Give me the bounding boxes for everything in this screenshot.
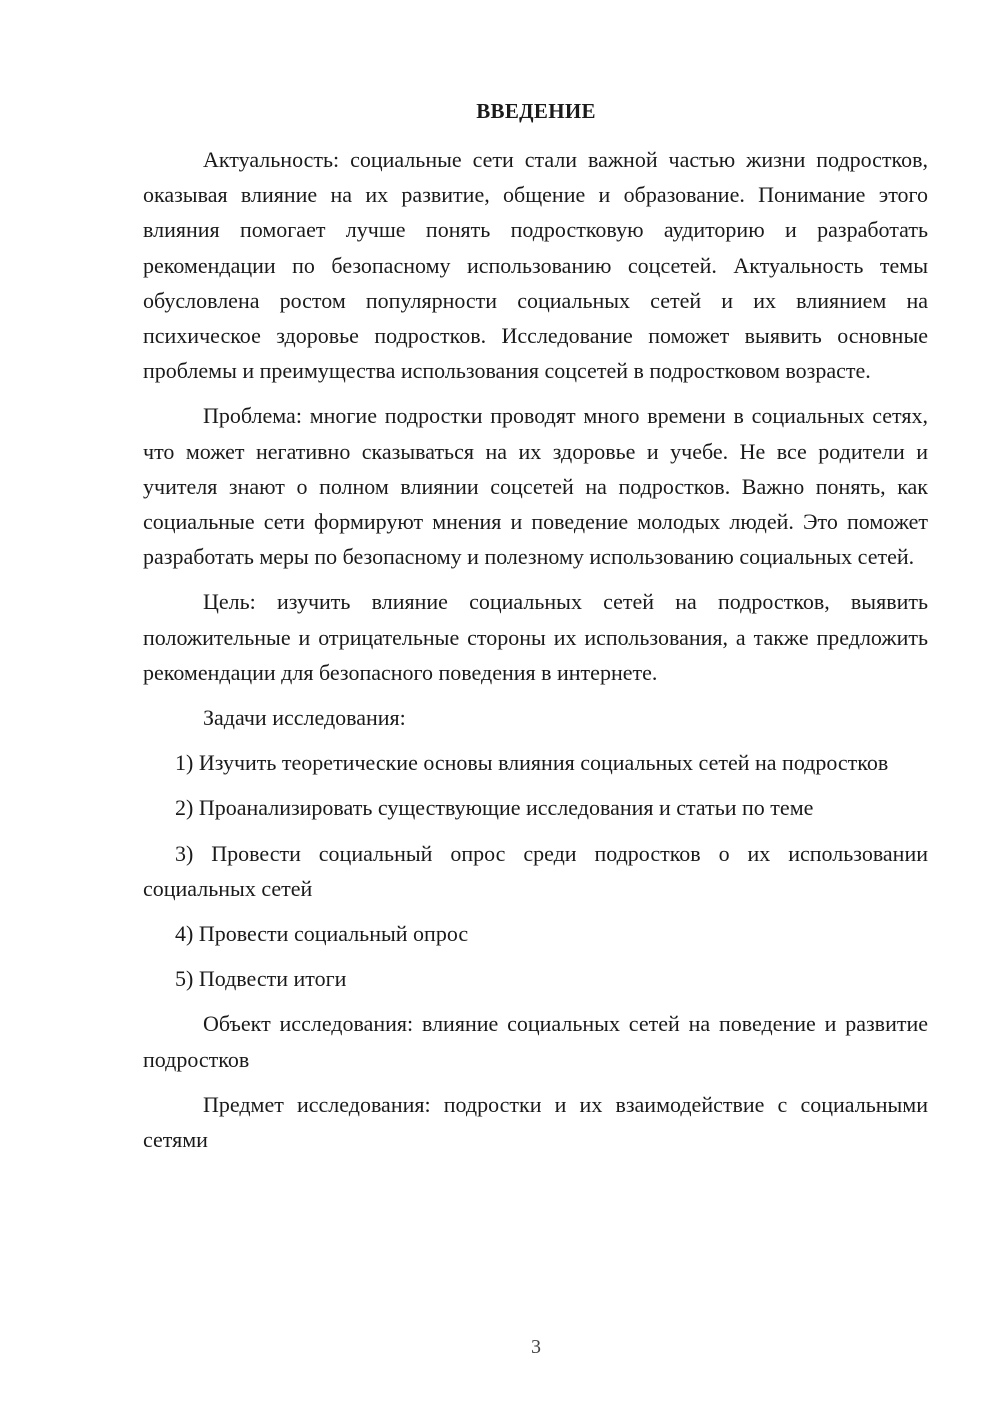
body-text xyxy=(143,142,928,1167)
paragraph-object: Объект исследования: влияние социальных сетей на поведение и развитие подростков xyxy=(143,1011,928,1072)
section-heading: ВВЕДЕНИЕ xyxy=(476,99,596,123)
task-item-2: 2) Проанализировать существующие исследования и статьи по теме xyxy=(175,795,814,821)
task-item-4: 4) Провести социальный опрос xyxy=(175,921,469,947)
paragraph-goal: Цель: изучить влияние социальных сетей на подростков, выявить положительные и отрицательные стороны их использования, а также предложить рекомендации для безопасного поведения в интернете. xyxy=(143,589,928,685)
paragraph-relevance: Актуальность: социальные сети стали важной частью жизни подростков, оказывая влияние на их развитие, общение и образование. Понимание этого влияния помогает лучше понять подростковую аудиторию и разработать рекомендации по безопасному использованию соцсетей. Актуальность темы обусловлена ростом популярности социальных сетей и их влиянием на психическое здоровье подростков. Исследование поможет выявить основные проблемы и преимущества использования соцсетей в подростковом возрасте. xyxy=(143,147,928,384)
task-item-5: 5) Подвести итоги xyxy=(175,966,347,992)
task-item-1: 1) Изучить теоретические основы влияния социальных сетей на подростков xyxy=(175,750,889,776)
paragraph-subject: Предмет исследования: подростки и их взаимодействие с социальными сетями xyxy=(143,1091,928,1153)
page-number: 3 xyxy=(531,1336,541,1358)
task-item-3: 3) Провести социальный опрос среди подростков о их использовании социальных сетей xyxy=(143,840,928,901)
paragraph-problem: Проблема: многие подростки проводят много времени в социальных сетях, что может негативно сказываться на их здоровье и учебе. Не все родители и учителя знают о полном влиянии соцсетей на подростков. Важно понять, как социальные сети формируют мнения и поведение молодых людей. Это поможет разработать меры по безопасному и полезному использованию социальных сетей. xyxy=(143,403,928,570)
paragraph-tasks-intro: Задачи исследования: xyxy=(203,705,406,731)
